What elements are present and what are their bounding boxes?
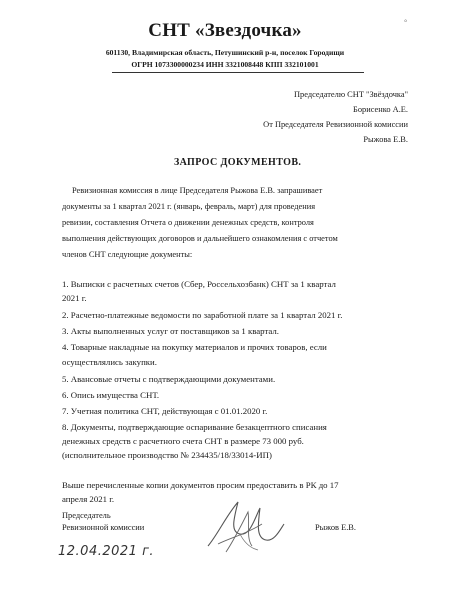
intro-line: Ревизионная комиссия в лице Председателя Рыжова Е.В. запрашивает (72, 186, 323, 195)
handwritten-signature-image (200, 494, 290, 556)
list-line: 8. Документы, подтверждающие оспаривание безакцептного списания (62, 422, 327, 432)
list-line: 2021 г. (62, 293, 87, 303)
signature-label-commission: Ревизионной комиссии (62, 523, 145, 532)
intro-line: документы за 1 квартал 2021 г. (январь, февраль, март) для проведения (62, 202, 316, 211)
closing-line: Выше перечисленные копии документов просим предоставить в РК до 17 (62, 480, 339, 490)
org-address: 601130, Владимирская область, Петушинский р-н, поселок Городищи (105, 48, 345, 57)
scan-mark: ° (404, 18, 408, 27)
document-title: ЗАПРОС ДОКУМЕНТОВ. (174, 157, 302, 168)
closing-line: апреля 2021 г. (62, 494, 115, 504)
signature-label-title: Председатель (62, 511, 111, 520)
list-line: 1. Выписки с расчетных счетов (Сбер, Россельхозбанк) СНТ за 1 квартал (62, 279, 336, 289)
handwritten-date: 12.04.2021 г. (58, 544, 155, 559)
list-line: осуществлялись закупки. (62, 357, 157, 367)
org-registration: ОГРН 1073300000234 ИНН 3321008448 КПП 332101001 (131, 60, 319, 69)
list-line: 6. Опись имущества СНТ. (62, 390, 160, 400)
list-line: 5. Авансовые отчеты с подтверждающими документами. (62, 374, 276, 384)
recipient-line-4: Рыжова Е.В. (363, 135, 408, 144)
header-divider (112, 72, 364, 73)
intro-line: выполнения действующих договоров и дальнейшего ознакомления с отчетом (62, 234, 338, 243)
org-name: СНТ «Звездочка» (148, 20, 302, 41)
recipient-line-2: Борисенко А.Е. (353, 105, 408, 114)
list-line: 4. Товарные накладные на покупку материалов и прочих товаров, если (62, 342, 327, 352)
list-line: (исполнительное производство № 234435/18/33014-ИП) (62, 450, 272, 460)
signatory-name: Рыжов Е.В. (315, 523, 356, 532)
list-line: 7. Учетная политика СНТ, действующая с 01.01.2020 г. (62, 406, 268, 416)
intro-line: ревизии, составления Отчета о движении денежных средств, контроля (62, 218, 314, 227)
recipient-line-3: От Председателя Ревизионной комиссии (263, 120, 408, 129)
recipient-line-1: Председателю СНТ "Звёздочка" (293, 90, 408, 99)
list-line: 2. Расчетно-платежные ведомости по заработной плате за 1 квартал 2021 г. (62, 310, 343, 320)
intro-line: членов СНТ следующие документы: (62, 250, 193, 259)
list-line: 3. Акты выполненных услуг от поставщиков за 1 квартал. (62, 326, 279, 336)
list-line: денежных средств с расчетного счета СНТ в размере 73 000 руб. (62, 436, 304, 446)
